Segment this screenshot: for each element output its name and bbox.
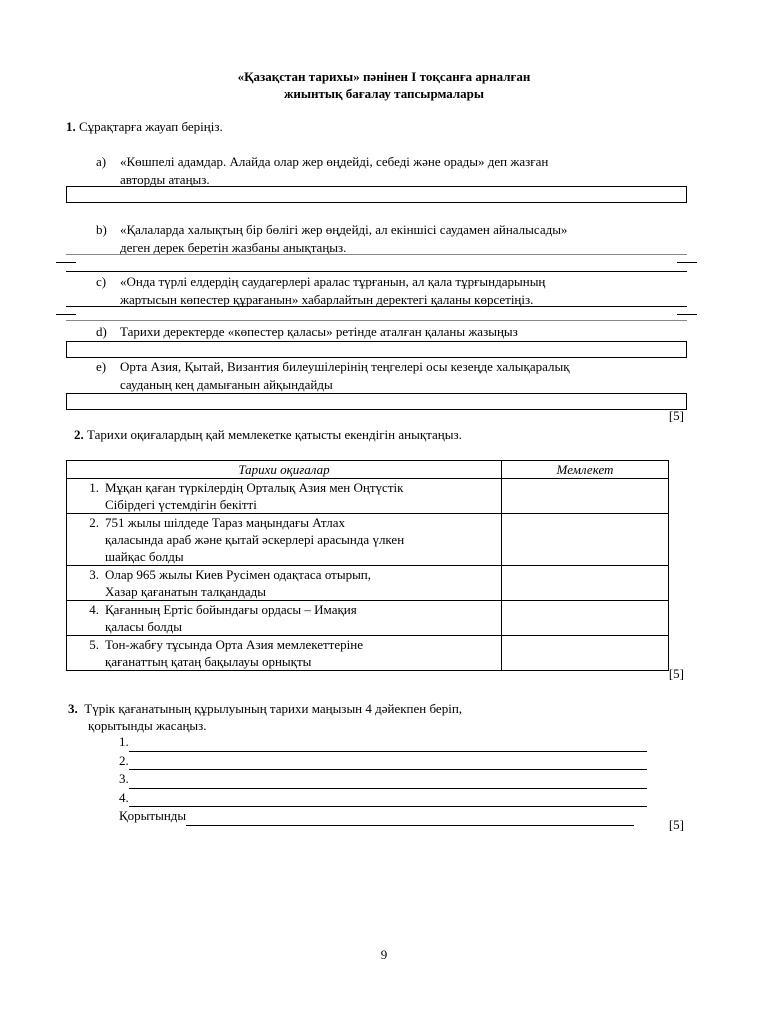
q1-answer-c-mark-left <box>56 314 76 315</box>
q1-item-d: d) Тарихи деректерде «көпестер қаласы» ретінде аталған қаланы жазыңыз <box>96 324 518 339</box>
table-row <box>67 636 669 671</box>
q3-prompt-line-2: қорытынды жасаңыз. <box>88 718 207 733</box>
q1-answer-b[interactable] <box>66 271 687 272</box>
q1-answer-d[interactable] <box>66 341 687 358</box>
q1-number: 1. <box>66 119 76 134</box>
state-answer-cell[interactable] <box>502 479 669 514</box>
title-line-2: жиынтық бағалау тапсырмалары <box>283 86 485 101</box>
q1-item-b: b) «Қалаларда халықтың бір бөлігі жер өңдейді, ал екіншісі саудамен айналысады» деген дерек беретін жазбаны анықтаңыз. <box>96 222 568 255</box>
q1-answer-c[interactable] <box>66 306 687 307</box>
event-cell: 3. Олар 965 жылы Киев Русімен одақтаса отырып, Хазар қағанатын талқандады <box>67 566 502 601</box>
state-answer-cell[interactable] <box>502 601 669 636</box>
header-events: Тарихи оқиғалар <box>67 461 502 479</box>
table-row <box>67 479 669 514</box>
q1-answer-b-top <box>66 254 687 255</box>
q1-answer-e[interactable] <box>66 393 687 410</box>
q1-item-e: e) Орта Азия, Қытай, Византия билеушілерінің теңгелері осы кезеңде халықаралық сауданың кең дамығанын айқындайды <box>96 359 570 392</box>
q2-score: [5] <box>668 666 684 681</box>
table-header-row <box>67 461 669 479</box>
state-answer-cell[interactable] <box>502 514 669 566</box>
event-cell: 1. Мұқан қаған түркілердің Орталық Азия мен Оңтүстік Сібірдегі үстемдігін бекітті <box>67 479 502 514</box>
q1-answer-a[interactable] <box>66 186 687 203</box>
title-line-1: «Қазақстан тарихы» пәнінен І тоқсанға арналған <box>237 69 531 84</box>
state-answer-cell[interactable] <box>502 566 669 601</box>
q2-heading <box>74 427 462 443</box>
q3-score: [5] <box>668 817 684 832</box>
page-number: 9 <box>380 947 388 962</box>
q3-answer-line-1[interactable] <box>129 733 647 752</box>
state-answer-cell[interactable] <box>502 636 669 671</box>
event-cell: 4. Қағанның Ертіс бойындағы ордасы – Имақия қаласы болды <box>67 601 502 636</box>
q1-heading <box>66 119 223 135</box>
q3-conclusion-line[interactable] <box>186 807 634 826</box>
q3-answers: 1. 2. 3. 4. Қорытынды <box>119 733 647 826</box>
q1-answer-c-mark-right <box>677 314 697 315</box>
table-row <box>67 601 669 636</box>
q3-prompt-line-1: Түрік қағанатының құрылуының тарихи маңызын 4 дәйекпен беріп, <box>84 701 463 716</box>
table-row <box>67 566 669 601</box>
q3-conclusion-label: Қорытынды <box>119 808 187 823</box>
q1-item-c: c) «Онда түрлі елдердің саудагерлері аралас тұрғанын, ал қала тұрғындарының жартысын көпестер құрағанын» хабарлайтын деректегі қаланы көрсетіңіз. <box>96 274 546 307</box>
q2-number: 2. <box>74 427 84 442</box>
events-table <box>66 460 669 671</box>
q3-answer-line-3[interactable] <box>129 770 647 789</box>
q1-answer-b-mark-left <box>56 262 76 263</box>
q3-heading <box>68 700 462 734</box>
event-cell: 5. Тон-жабғу тұсында Орта Азия мемлекеттеріне қағанаттың қатаң бақылауы орнықты <box>67 636 502 671</box>
header-state: Мемлекет <box>502 461 669 479</box>
q1-prompt: Сұрақтарға жауап беріңіз. <box>79 119 223 134</box>
q1-item-a: a) «Көшпелі адамдар. Алайда олар жер өңдейді, себеді және орады» деп жазған авторды атаңыз. <box>96 154 549 187</box>
q3-answer-line-2[interactable] <box>129 752 647 771</box>
q2-prompt: Тарихи оқиғалардың қай мемлекетке қатысты екендігін анықтаңыз. <box>87 427 462 442</box>
table-row <box>67 514 669 566</box>
q1-answer-c-bottom <box>66 320 687 321</box>
q3-answer-line-4[interactable] <box>129 789 647 808</box>
event-cell: 2. 751 жылы шілдеде Тараз маңындағы Атлах қаласында араб және қытай әскерлері арасында үлкен шайқас болды <box>67 514 502 566</box>
q1-score: [5] <box>668 408 684 423</box>
q1-answer-b-mark-right <box>677 262 697 263</box>
q3-number: 3. <box>68 701 78 716</box>
